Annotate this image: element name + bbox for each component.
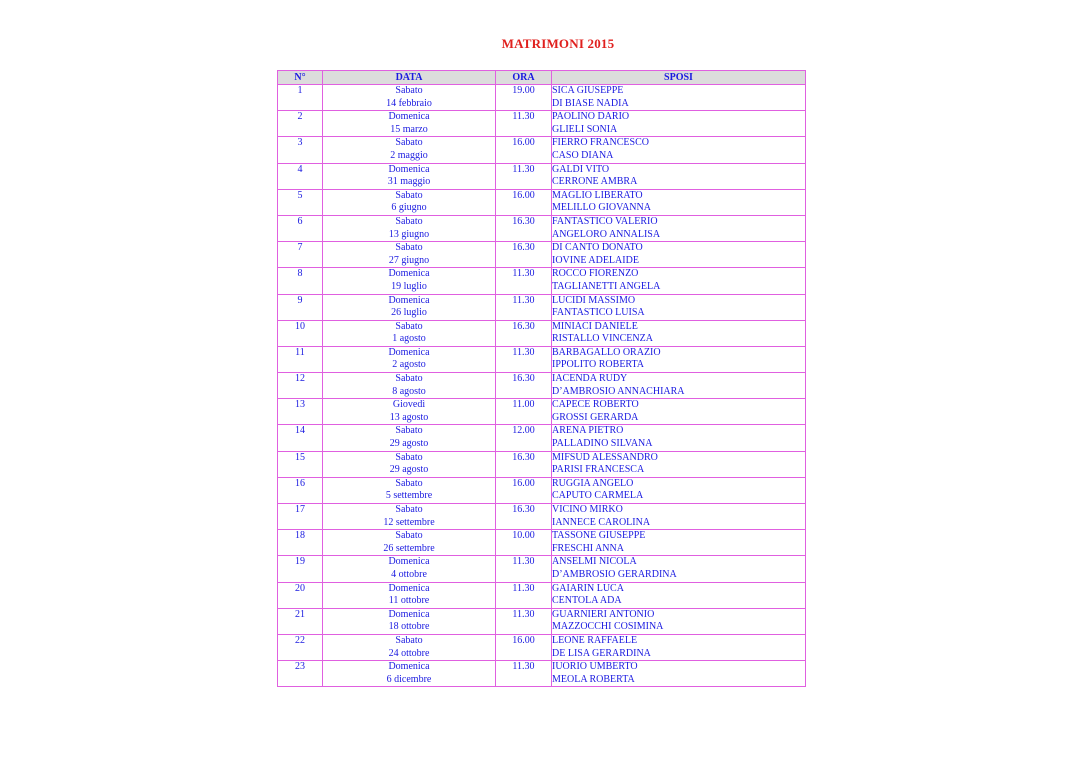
row-number: 11 bbox=[278, 346, 323, 372]
groom-name: RUGGIA ANGELO bbox=[552, 477, 634, 489]
date-cell bbox=[323, 320, 496, 346]
date-cell bbox=[323, 268, 496, 294]
time-cell: 11.30 bbox=[496, 661, 552, 687]
groom-name: GAIARIN LUCA bbox=[552, 582, 624, 594]
header-sposi: SPOSI bbox=[552, 71, 806, 85]
table-row bbox=[278, 346, 806, 372]
header-num: N° bbox=[278, 71, 323, 85]
weekday: Sabato bbox=[395, 504, 423, 515]
couple-cell bbox=[552, 634, 806, 660]
couple-cell bbox=[552, 85, 806, 111]
time-cell: 11.30 bbox=[496, 111, 552, 137]
date-cell bbox=[323, 163, 496, 189]
weekday: Domenica bbox=[388, 294, 430, 306]
date-cell bbox=[323, 504, 496, 530]
bride-name: CENTOLA ADA bbox=[552, 595, 622, 607]
table-row bbox=[278, 137, 806, 163]
date-cell bbox=[323, 477, 496, 503]
weekday: Domenica bbox=[388, 346, 430, 358]
couple-cell bbox=[552, 373, 806, 399]
groom-name: DI CANTO DONATO bbox=[552, 242, 643, 254]
bride-name: D’AMBROSIO ANNACHIARA bbox=[552, 385, 685, 397]
header-data: DATA bbox=[323, 71, 496, 85]
date: 12 settembre bbox=[383, 516, 435, 528]
date: 29 agosto bbox=[389, 438, 429, 450]
table-row bbox=[278, 661, 806, 687]
groom-name: TASSONE GIUSEPPE bbox=[552, 530, 646, 542]
bride-name: FANTASTICO LUISA bbox=[552, 307, 645, 319]
date-cell bbox=[323, 346, 496, 372]
bride-name: DE LISA GERARDINA bbox=[552, 647, 651, 659]
time-cell: 10.00 bbox=[496, 530, 552, 556]
bride-name: CAPUTO CARMELA bbox=[552, 490, 644, 502]
weekday: Domenica bbox=[388, 556, 430, 568]
date-cell bbox=[323, 530, 496, 556]
weddings-table bbox=[277, 70, 806, 687]
weekday: Sabato bbox=[395, 451, 423, 463]
date: 26 settembre bbox=[383, 542, 435, 554]
couple-cell bbox=[552, 608, 806, 634]
table-row bbox=[278, 582, 806, 608]
couple-cell bbox=[552, 215, 806, 241]
table-body bbox=[278, 85, 806, 687]
time-cell: 12.00 bbox=[496, 425, 552, 451]
groom-name: GALDI VITO bbox=[552, 163, 610, 175]
couple-cell bbox=[552, 163, 806, 189]
row-number: 23 bbox=[278, 661, 323, 687]
bride-name: IPPOLITO ROBERTA bbox=[552, 359, 645, 371]
date-cell bbox=[323, 582, 496, 608]
date-cell bbox=[323, 189, 496, 215]
groom-name: PAOLINO DARIO bbox=[552, 111, 630, 123]
date-cell bbox=[323, 373, 496, 399]
weekday: Sabato bbox=[395, 85, 423, 96]
weekday: Sabato bbox=[395, 425, 423, 437]
couple-cell bbox=[552, 137, 806, 163]
groom-name: IUORIO UMBERTO bbox=[552, 661, 638, 673]
row-number: 10 bbox=[278, 320, 323, 346]
groom-name: MIFSUD ALESSANDRO bbox=[552, 451, 658, 463]
row-number: 18 bbox=[278, 530, 323, 556]
table-row bbox=[278, 530, 806, 556]
table-row bbox=[278, 85, 806, 111]
row-number: 5 bbox=[278, 189, 323, 215]
time-cell: 19.00 bbox=[496, 85, 552, 111]
table-row bbox=[278, 556, 806, 582]
couple-cell bbox=[552, 530, 806, 556]
bride-name: TAGLIANETTI ANGELA bbox=[552, 280, 661, 292]
weekday: Sabato bbox=[395, 215, 423, 227]
couple-cell bbox=[552, 242, 806, 268]
bride-name: MELILLO GIOVANNA bbox=[552, 202, 651, 214]
row-number: 16 bbox=[278, 477, 323, 503]
table-row bbox=[278, 320, 806, 346]
bride-name: CASO DIANA bbox=[552, 149, 614, 161]
groom-name: LEONE RAFFAELE bbox=[552, 634, 638, 646]
time-cell: 11.00 bbox=[496, 399, 552, 425]
date-cell bbox=[323, 608, 496, 634]
weekday: Sabato bbox=[395, 242, 423, 254]
weekday: Giovedì bbox=[392, 399, 426, 411]
couple-cell bbox=[552, 425, 806, 451]
weekday: Sabato bbox=[395, 137, 423, 149]
table-header-row bbox=[278, 71, 806, 85]
date-cell bbox=[323, 242, 496, 268]
row-number: 4 bbox=[278, 163, 323, 189]
row-number: 21 bbox=[278, 608, 323, 634]
bride-name: IANNECE CAROLINA bbox=[552, 516, 651, 528]
date-cell bbox=[323, 111, 496, 137]
date: 31 maggio bbox=[387, 176, 431, 188]
date-cell bbox=[323, 634, 496, 660]
date-cell bbox=[323, 661, 496, 687]
table-row bbox=[278, 242, 806, 268]
table-row bbox=[278, 215, 806, 241]
row-number: 17 bbox=[278, 504, 323, 530]
weekday: Sabato bbox=[395, 320, 423, 332]
time-cell: 11.30 bbox=[496, 556, 552, 582]
row-number: 8 bbox=[278, 268, 323, 294]
bride-name: D’AMBROSIO GERARDINA bbox=[552, 568, 677, 580]
groom-name: ARENA PIETRO bbox=[552, 425, 624, 437]
time-cell: 16.30 bbox=[496, 215, 552, 241]
groom-name: LUCIDI MASSIMO bbox=[552, 294, 636, 306]
weekday: Sabato bbox=[395, 373, 423, 385]
row-number: 12 bbox=[278, 373, 323, 399]
date-cell bbox=[323, 556, 496, 582]
bride-name: DI BIASE NADIA bbox=[552, 97, 629, 109]
bride-name: ANGELORO ANNALISA bbox=[552, 228, 661, 240]
table-row bbox=[278, 163, 806, 189]
time-cell: 16.30 bbox=[496, 504, 552, 530]
date-cell bbox=[323, 137, 496, 163]
row-number: 13 bbox=[278, 399, 323, 425]
groom-name: MAGLIO LIBERATO bbox=[552, 189, 643, 201]
couple-cell bbox=[552, 320, 806, 346]
date-cell bbox=[323, 425, 496, 451]
time-cell: 16.30 bbox=[496, 320, 552, 346]
couple-cell bbox=[552, 294, 806, 320]
couple-cell bbox=[552, 189, 806, 215]
time-cell: 11.30 bbox=[496, 608, 552, 634]
date: 18 ottobre bbox=[388, 621, 430, 633]
table-row bbox=[278, 477, 806, 503]
time-cell: 11.30 bbox=[496, 163, 552, 189]
weekday: Domenica bbox=[388, 608, 430, 620]
couple-cell bbox=[552, 582, 806, 608]
weekday: Domenica bbox=[388, 163, 430, 175]
date: 29 agosto bbox=[389, 464, 429, 476]
date: 11 ottobre bbox=[388, 595, 430, 607]
row-number: 1 bbox=[278, 85, 323, 111]
groom-name: IACENDA RUDY bbox=[552, 373, 628, 385]
time-cell: 11.30 bbox=[496, 294, 552, 320]
row-number: 9 bbox=[278, 294, 323, 320]
time-cell: 16.00 bbox=[496, 634, 552, 660]
couple-cell bbox=[552, 504, 806, 530]
weekday: Domenica bbox=[388, 661, 430, 673]
date: 27 giugno bbox=[388, 254, 430, 266]
weekday: Sabato bbox=[395, 477, 423, 489]
table-row bbox=[278, 634, 806, 660]
bride-name: PARISI FRANCESCA bbox=[552, 464, 645, 476]
couple-cell bbox=[552, 268, 806, 294]
date: 6 dicembre bbox=[386, 673, 432, 685]
couple-cell bbox=[552, 111, 806, 137]
bride-name: RISTALLO VINCENZA bbox=[552, 333, 653, 345]
bride-name: IOVINE ADELAIDE bbox=[552, 254, 639, 266]
couple-cell bbox=[552, 399, 806, 425]
groom-name: MINIACI DANIELE bbox=[552, 320, 638, 332]
bride-name: CERRONE AMBRA bbox=[552, 176, 638, 188]
date: 26 luglio bbox=[391, 307, 427, 319]
time-cell: 11.30 bbox=[496, 268, 552, 294]
couple-cell bbox=[552, 346, 806, 372]
bride-name: FRESCHI ANNA bbox=[552, 542, 624, 554]
row-number: 2 bbox=[278, 111, 323, 137]
groom-name: ROCCO FIORENZO bbox=[552, 268, 639, 280]
bride-name: PALLADINO SILVANA bbox=[552, 438, 653, 450]
groom-name: SICA GIUSEPPE bbox=[552, 85, 624, 96]
weekday: Sabato bbox=[395, 530, 423, 542]
page-title: MATRIMONI 2015 bbox=[501, 36, 615, 51]
row-number: 15 bbox=[278, 451, 323, 477]
row-number: 3 bbox=[278, 137, 323, 163]
date: 2 agosto bbox=[392, 359, 426, 371]
table-row bbox=[278, 451, 806, 477]
table-row bbox=[278, 294, 806, 320]
date: 1 agosto bbox=[392, 333, 426, 345]
couple-cell bbox=[552, 661, 806, 687]
groom-name: GUARNIERI ANTONIO bbox=[552, 608, 655, 620]
date-cell bbox=[323, 451, 496, 477]
bride-name: MEOLA ROBERTA bbox=[552, 673, 635, 685]
groom-name: ANSELMI NICOLA bbox=[552, 556, 637, 568]
groom-name: FANTASTICO VALERIO bbox=[552, 215, 658, 227]
weekday: Sabato bbox=[395, 189, 423, 201]
row-number: 7 bbox=[278, 242, 323, 268]
date: 2 maggio bbox=[390, 149, 428, 161]
bride-name: GLIELI SONIA bbox=[552, 123, 618, 135]
couple-cell bbox=[552, 556, 806, 582]
date: 14 febbraio bbox=[386, 97, 432, 109]
time-cell: 11.30 bbox=[496, 346, 552, 372]
date: 24 ottobre bbox=[388, 647, 430, 659]
time-cell: 16.00 bbox=[496, 189, 552, 215]
time-cell: 11.30 bbox=[496, 582, 552, 608]
row-number: 19 bbox=[278, 556, 323, 582]
weekday: Domenica bbox=[388, 268, 430, 280]
table-row bbox=[278, 608, 806, 634]
date-cell bbox=[323, 399, 496, 425]
time-cell: 16.30 bbox=[496, 242, 552, 268]
time-cell: 16.00 bbox=[496, 137, 552, 163]
table-row bbox=[278, 504, 806, 530]
couple-cell bbox=[552, 477, 806, 503]
date: 13 agosto bbox=[389, 411, 429, 423]
table-row bbox=[278, 189, 806, 215]
bride-name: MAZZOCCHI COSIMINA bbox=[552, 621, 664, 633]
bride-name: GROSSI GERARDA bbox=[552, 411, 639, 423]
date: 19 luglio bbox=[391, 280, 427, 292]
table-row bbox=[278, 373, 806, 399]
row-number: 14 bbox=[278, 425, 323, 451]
date: 15 marzo bbox=[390, 123, 428, 135]
table-row bbox=[278, 399, 806, 425]
groom-name: VICINO MIRKO bbox=[552, 504, 623, 515]
date-cell bbox=[323, 85, 496, 111]
groom-name: BARBAGALLO ORAZIO bbox=[552, 346, 661, 358]
date: 6 giugno bbox=[391, 202, 427, 214]
row-number: 22 bbox=[278, 634, 323, 660]
groom-name: CAPECE ROBERTO bbox=[552, 399, 639, 411]
weekday: Sabato bbox=[395, 634, 423, 646]
date: 13 giugno bbox=[388, 228, 430, 240]
date: 8 agosto bbox=[392, 385, 426, 397]
weekday: Domenica bbox=[388, 582, 430, 594]
date-cell bbox=[323, 215, 496, 241]
time-cell: 16.30 bbox=[496, 373, 552, 399]
table-row bbox=[278, 268, 806, 294]
table-row bbox=[278, 111, 806, 137]
date: 5 settembre bbox=[385, 490, 433, 502]
weekday: Domenica bbox=[388, 111, 430, 123]
date: 4 ottobre bbox=[391, 568, 427, 580]
header-ora: ORA bbox=[496, 71, 552, 85]
couple-cell bbox=[552, 451, 806, 477]
time-cell: 16.00 bbox=[496, 477, 552, 503]
table-row bbox=[278, 425, 806, 451]
time-cell: 16.30 bbox=[496, 451, 552, 477]
date-cell bbox=[323, 294, 496, 320]
row-number: 20 bbox=[278, 582, 323, 608]
groom-name: FIERRO FRANCESCO bbox=[552, 137, 649, 149]
row-number: 6 bbox=[278, 215, 323, 241]
